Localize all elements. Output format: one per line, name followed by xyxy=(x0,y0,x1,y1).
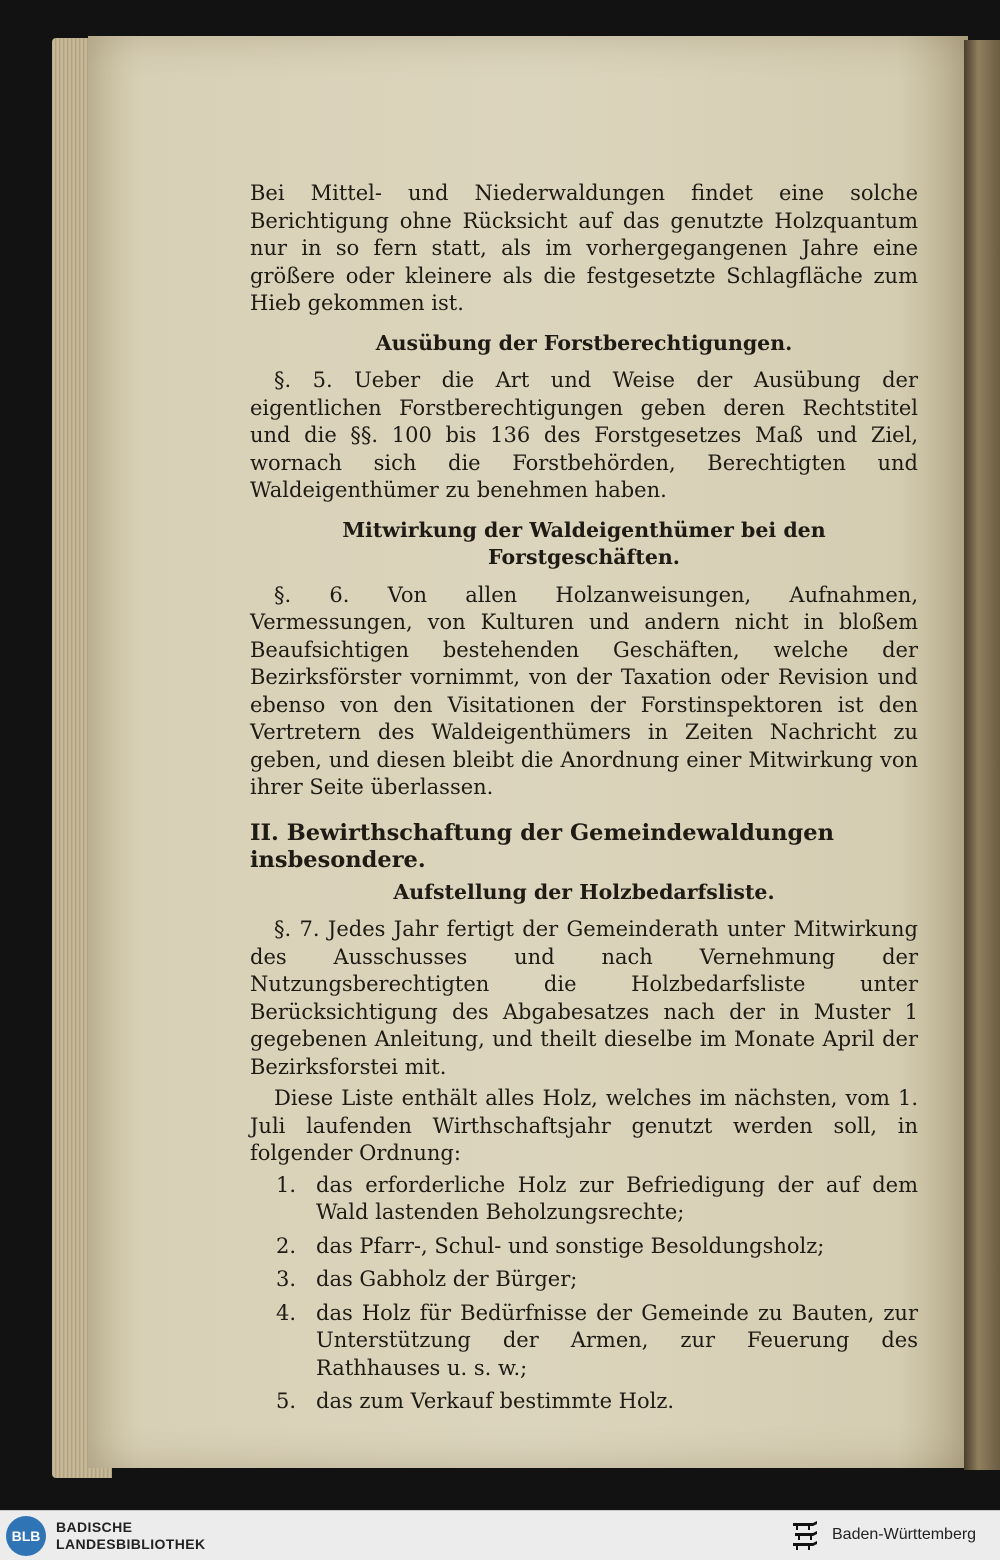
list-item-number: 4. xyxy=(276,1300,297,1325)
viewer-footer xyxy=(0,1510,1000,1560)
list-item-text: das Gabholz der Bürger; xyxy=(316,1267,578,1291)
list-item-number: 3. xyxy=(276,1267,297,1291)
list-item xyxy=(250,1300,918,1383)
list-item-text: das Pfarr-, Schul- und sonstige Besoldungsholz; xyxy=(316,1233,825,1258)
list-item-number: 1. xyxy=(276,1172,297,1197)
page-text xyxy=(250,180,918,1422)
list-item xyxy=(250,1266,918,1294)
chapter-2-subheading: Aufstellung der Holzbedarfsliste. xyxy=(393,879,775,904)
blb-logo-icon[interactable]: BLB xyxy=(6,1516,46,1556)
section-6-heading: Mitwirkung der Waldeigenthümer bei den Forstgeschäften. xyxy=(342,517,826,569)
facing-page-edge xyxy=(964,40,1000,1470)
holzbedarf-list xyxy=(250,1172,918,1416)
bw-state-name[interactable]: Baden-Württemberg xyxy=(832,1526,977,1543)
section-7-paragraph: §. 7. Jedes Jahr fertigt der Gemeinderath unter Mitwirkung des Ausschusses und nach Vernehmung der Nutzungsberechtigten die Holzbedarfsliste unter Berücksichtigung des Abgabesatzes nach der in Muster 1 gegebenen Anleitung, und theilt dieselbe im Monate April der Bezirksforstei mit. xyxy=(250,917,918,1079)
chapter-2-heading: II. Bewirthschaftung der Gemeindewaldungen insbesondere. xyxy=(250,819,834,873)
blb-name-line-1: BADISCHE xyxy=(56,1519,133,1535)
list-item-text: das zum Verkauf bestimmte Holz. xyxy=(316,1389,675,1413)
list-item-text: das erforderliche Holz zur Befriedigung der auf dem Wald lastenden Beholzungsrechte; xyxy=(316,1172,918,1224)
list-item-number: 5. xyxy=(276,1389,297,1413)
list-item-number: 2. xyxy=(276,1233,297,1258)
list-item xyxy=(250,1172,918,1227)
section-5-heading: Ausübung der Forstberechtigungen. xyxy=(375,330,793,355)
blb-name-line-2: LANDESBIBLIOTHEK xyxy=(56,1536,206,1552)
list-item xyxy=(250,1388,918,1416)
three-lions-emblem-icon[interactable] xyxy=(790,1519,822,1553)
list-item-text: das Holz für Bedürfnisse der Gemeinde zu Bauten, zur Unterstützung der Armen, zur Feuerung des Rathhauses u. s. w.; xyxy=(316,1300,918,1380)
section-6-paragraph: §. 6. Von allen Holzanweisungen, Aufnahmen, Vermessungen, von Kulturen und andern nicht in bloßem Beaufsichtigen bestehenden Geschäften, welche der Bezirksförster vornimmt, von der Taxation oder Revision und ebenso von den Visitationen der Forstinspektoren ist den Vertretern des Waldeigenthümers in Zeiten Nachricht zu geben, und diesen bleibt die Anordnung einer Mitwirkung von ihrer Seite überlassen. xyxy=(250,582,918,799)
intro-paragraph: Bei Mittel- und Niederwaldungen findet eine solche Berichtigung ohne Rücksicht auf das genutzte Holzquantum nur in so fern statt, als im vorhergegangenen Jahre eine größere oder kleinere als die festgesetzte Schlagfläche zum Hieb gekommen ist. xyxy=(250,181,918,315)
blb-library-name[interactable] xyxy=(56,1519,206,1553)
list-item xyxy=(250,1233,918,1261)
section-5-paragraph: §. 5. Ueber die Art und Weise der Ausübung der eigentlichen Forstberechtigungen geben deren Rechtstitel und die §§. 100 bis 136 des Forstgesetzes Maß und Ziel, wornach sich die Forstbehörden, Berechtigten und Waldeigenthümer zu benehmen haben. xyxy=(250,368,918,502)
list-intro-paragraph: Diese Liste enthält alles Holz, welches im nächsten, vom 1. Juli laufenden Wirthschaftsjahr genutzt werden soll, in folgender Ordnung: xyxy=(250,1086,918,1165)
